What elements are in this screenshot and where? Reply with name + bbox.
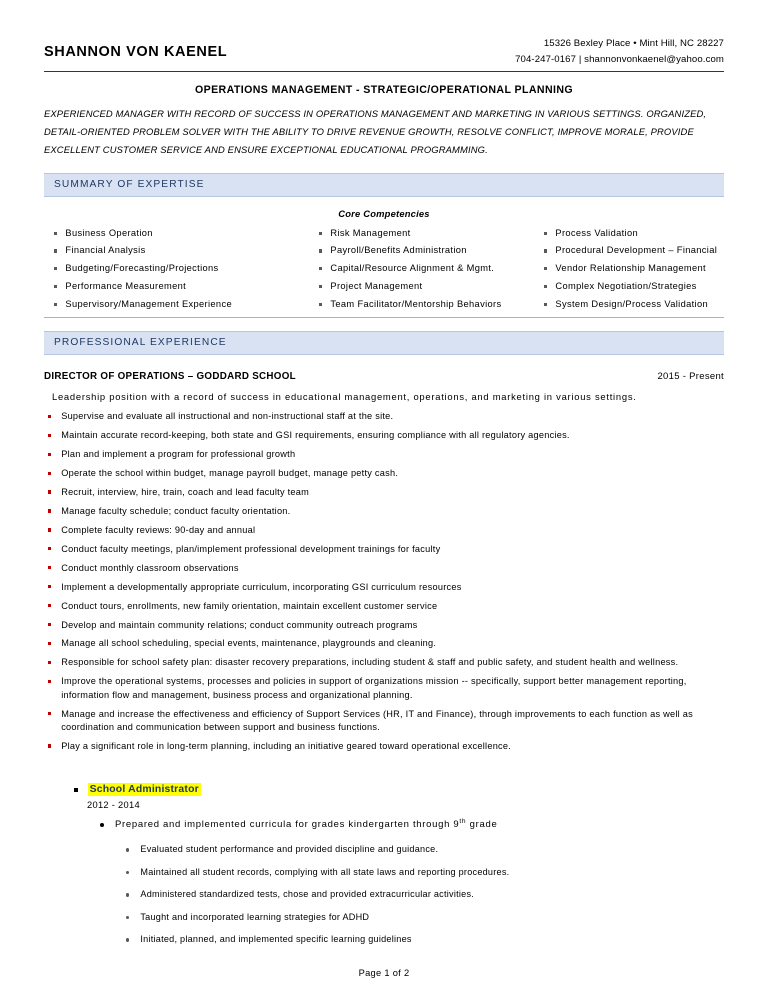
- square-bullet-icon: [48, 509, 51, 512]
- bullet-text: Play a significant role in long-term planning, including an initiative geared toward operational excellence.: [61, 740, 512, 751]
- list-item: [44, 524, 724, 537]
- square-bullet-icon: [48, 623, 51, 626]
- list-item: [544, 281, 724, 291]
- round-bullet-icon: [126, 848, 129, 851]
- list-item: [319, 228, 534, 238]
- square-bullet-icon: [48, 547, 51, 550]
- square-bullet-icon: [544, 267, 547, 270]
- bullet-text: Manage all school scheduling, special events, maintenance, playgrounds and cleaning.: [61, 638, 437, 649]
- square-bullet-icon: [48, 712, 51, 715]
- lead-ordinal-suffix: th: [459, 818, 467, 826]
- list-item: [54, 281, 309, 291]
- competency-label: Procedural Development – Financial: [555, 245, 718, 256]
- job-header: [44, 371, 724, 382]
- list-item: [44, 600, 724, 613]
- competency-label: Payroll/Benefits Administration: [330, 245, 467, 256]
- competency-label: Process Validation: [555, 227, 638, 238]
- bullet-text: Taught and incorporated learning strategies for ADHD: [140, 911, 370, 922]
- resume-header: [44, 36, 724, 72]
- competency-column-2: [309, 228, 534, 317]
- contact-phone-email: 704-247-0167 | shannonvonkaenel@yahoo.com: [515, 53, 724, 65]
- list-item: [54, 245, 309, 255]
- core-competencies-heading: Core Competencies: [338, 207, 430, 219]
- square-bullet-icon: [54, 267, 57, 270]
- list-item: [126, 867, 724, 877]
- bullet-text: Conduct faculty meetings, plan/implement professional development trainings for faculty: [61, 543, 441, 554]
- bullet-text: Conduct monthly classroom observations: [61, 562, 239, 573]
- square-bullet-icon: [48, 434, 51, 437]
- section-heading-professional-experience: PROFESSIONAL EXPERIENCE: [44, 331, 724, 355]
- competency-label: Budgeting/Forecasting/Projections: [65, 263, 219, 274]
- list-item: [44, 740, 724, 753]
- competency-column-1: [44, 228, 309, 317]
- sub-job-dates: 2012 - 2014: [87, 800, 140, 811]
- bullet-text: Responsible for school safety plan: disaster recovery preparations, including student & staff and public safety, and student health and wellness.: [61, 657, 679, 668]
- bullet-text: Administered standardized tests, chose and provided extracurricular activities.: [140, 889, 475, 900]
- list-item: [44, 675, 724, 702]
- list-item: [44, 467, 724, 480]
- job-dates: 2015 - Present: [657, 371, 724, 383]
- competency-column-3: [534, 228, 724, 317]
- square-bullet-icon: [48, 661, 51, 664]
- competency-label: Team Facilitator/Mentorship Behaviors: [330, 298, 502, 309]
- page-title: OPERATIONS MANAGEMENT - STRATEGIC/OPERATIONAL PLANNING: [194, 83, 574, 96]
- list-item: [44, 543, 724, 556]
- lead-prefix: Prepared and implemented curricula for grades kindergarten through 9: [115, 819, 460, 831]
- list-item: [54, 263, 309, 273]
- bullet-text: Supervise and evaluate all instructional and non-instructional staff at the site.: [61, 411, 394, 422]
- bullet-text: Develop and maintain community relations; conduct community outreach programs: [61, 619, 418, 630]
- list-item: [44, 505, 724, 518]
- list-item: [544, 299, 724, 309]
- square-bullet-icon: [54, 285, 57, 288]
- list-item: [44, 637, 724, 650]
- round-bullet-icon: [126, 871, 129, 874]
- square-bullet-icon: [48, 604, 51, 607]
- list-item: [126, 912, 724, 922]
- square-bullet-icon: [48, 744, 51, 747]
- competency-label: Capital/Resource Alignment & Mgmt.: [330, 263, 495, 274]
- page-footer: Page 1 of 2: [358, 968, 410, 978]
- list-item: [126, 844, 724, 854]
- round-bullet-icon: [126, 893, 129, 896]
- bullet-text: Recruit, interview, hire, train, coach and lead faculty team: [61, 486, 310, 497]
- bullet-text: Initiated, planned, and implemented specific learning guidelines: [140, 934, 412, 945]
- list-item: [44, 708, 724, 735]
- list-item: [44, 562, 724, 575]
- list-item: [319, 245, 534, 255]
- square-bullet-icon: [319, 285, 322, 288]
- core-competencies-grid: [44, 228, 724, 317]
- list-item: [319, 281, 534, 291]
- bullet-text: Manage and increase the effectiveness and efficiency of Support Services (HR, IT and Finance), through improvements to each function as well as coordination and communication between support and business functions.: [61, 708, 693, 732]
- competency-label: Project Management: [330, 280, 423, 291]
- competency-label: Business Operation: [65, 227, 153, 238]
- bullet-text: Conduct tours, enrollments, new family orientation, maintain excellent customer service: [61, 600, 438, 611]
- competency-label: Performance Measurement: [65, 280, 187, 291]
- competency-label: Vendor Relationship Management: [555, 263, 706, 274]
- list-item: [319, 263, 534, 273]
- square-bullet-icon: [319, 249, 322, 252]
- candidate-name: SHANNON VON KAENEL: [44, 44, 228, 60]
- square-bullet-icon: [544, 249, 547, 252]
- round-bullet-icon: [126, 938, 129, 941]
- sub-job-lead-text: [115, 818, 497, 830]
- list-item: [44, 486, 724, 499]
- job-intro: Leadership position with a record of success in educational management, operations, and marketing in various settings.: [52, 391, 637, 403]
- list-item: [44, 429, 724, 442]
- sub-job-header: [74, 783, 724, 796]
- bullet-text: Plan and implement a program for professional growth: [61, 449, 296, 460]
- list-item: [126, 889, 724, 899]
- divider: [44, 317, 724, 318]
- round-bullet-icon: [100, 823, 104, 827]
- square-bullet-icon: [48, 566, 51, 569]
- list-item: [74, 818, 724, 830]
- contact-block: [515, 36, 724, 68]
- square-bullet-icon: [544, 303, 547, 306]
- professional-summary: EXPERIENCED MANAGER WITH RECORD OF SUCCESS IN OPERATIONS MANAGEMENT AND MARKETING IN VARIOUS SETTINGS. ORGANIZED, DETAIL-ORIENTED PROBLEM SOLVER WITH THE ABILITY TO DRIVE REVENUE GROWTH, RESOLVE CONFLICT, IMPROVE MORALE, PROVIDE EXCELLENT CUSTOMER SERVICE AND ENSURE EXCEPTIONAL EDUCATIONAL PROGRAMMING.: [44, 107, 707, 156]
- bullet-text: Implement a developmentally appropriate curriculum, incorporating GSI curriculum resources: [61, 581, 462, 592]
- competency-label: Complex Negotiation/Strategies: [555, 280, 697, 291]
- square-bullet-icon: [319, 267, 322, 270]
- square-bullet-icon: [544, 232, 547, 235]
- competency-label: Supervisory/Management Experience: [65, 298, 232, 309]
- square-bullet-icon: [54, 249, 57, 252]
- bullet-text: Complete faculty reviews: 90-day and annual: [61, 524, 256, 535]
- square-bullet-icon: [544, 285, 547, 288]
- square-bullet-icon: [319, 232, 322, 235]
- round-bullet-icon: [126, 916, 129, 919]
- list-item: [126, 934, 724, 944]
- bullet-text: Operate the school within budget, manage payroll budget, manage petty cash.: [61, 468, 399, 479]
- square-bullet-icon: [48, 642, 51, 645]
- sub-job-bullet-list: [74, 844, 724, 944]
- bullet-text: Manage faculty schedule; conduct faculty orientation.: [61, 505, 291, 516]
- contact-address: 15326 Bexley Place • Mint Hill, NC 28227: [543, 38, 724, 49]
- section-heading-summary-of-expertise: SUMMARY OF EXPERTISE: [44, 173, 724, 197]
- list-item: [544, 245, 724, 255]
- bullet-text: Maintained all student records, complying with all state laws and reporting procedures.: [140, 866, 510, 877]
- list-item: [54, 228, 309, 238]
- square-bullet-icon: [48, 528, 51, 531]
- competency-label: Financial Analysis: [65, 245, 146, 256]
- list-item: [44, 656, 724, 669]
- bullet-text: Maintain accurate record-keeping, both state and GSI requirements, ensuring compliance with all regulatory agencies.: [61, 430, 570, 441]
- list-item: [544, 228, 724, 238]
- sub-job-title: School Administrator: [89, 784, 199, 796]
- square-bullet-icon: [74, 788, 78, 792]
- job-bullet-list: [44, 410, 724, 753]
- lead-suffix: grade: [466, 819, 498, 831]
- square-bullet-icon: [48, 490, 51, 493]
- list-item: [44, 410, 724, 423]
- square-bullet-icon: [54, 303, 57, 306]
- square-bullet-icon: [54, 232, 57, 235]
- list-item: [44, 619, 724, 632]
- square-bullet-icon: [48, 415, 51, 418]
- square-bullet-icon: [48, 472, 51, 475]
- square-bullet-icon: [48, 453, 51, 456]
- list-item: [44, 581, 724, 594]
- bullet-text: Improve the operational systems, processes and policies in support of organizations mission -- specifically, support better management reporting, information flow and management, business process and organizational planning.: [61, 676, 687, 700]
- square-bullet-icon: [48, 585, 51, 588]
- sub-job-block: [44, 783, 724, 944]
- job-title: DIRECTOR OF OPERATIONS – GODDARD SCHOOL: [44, 371, 296, 383]
- list-item: [544, 263, 724, 273]
- square-bullet-icon: [48, 680, 51, 683]
- competency-label: System Design/Process Validation: [555, 298, 708, 309]
- list-item: [319, 299, 534, 309]
- bullet-text: Evaluated student performance and provided discipline and guidance.: [140, 844, 439, 855]
- list-item: [44, 448, 724, 461]
- list-item: [54, 299, 309, 309]
- competency-label: Risk Management: [330, 227, 411, 238]
- square-bullet-icon: [319, 303, 322, 306]
